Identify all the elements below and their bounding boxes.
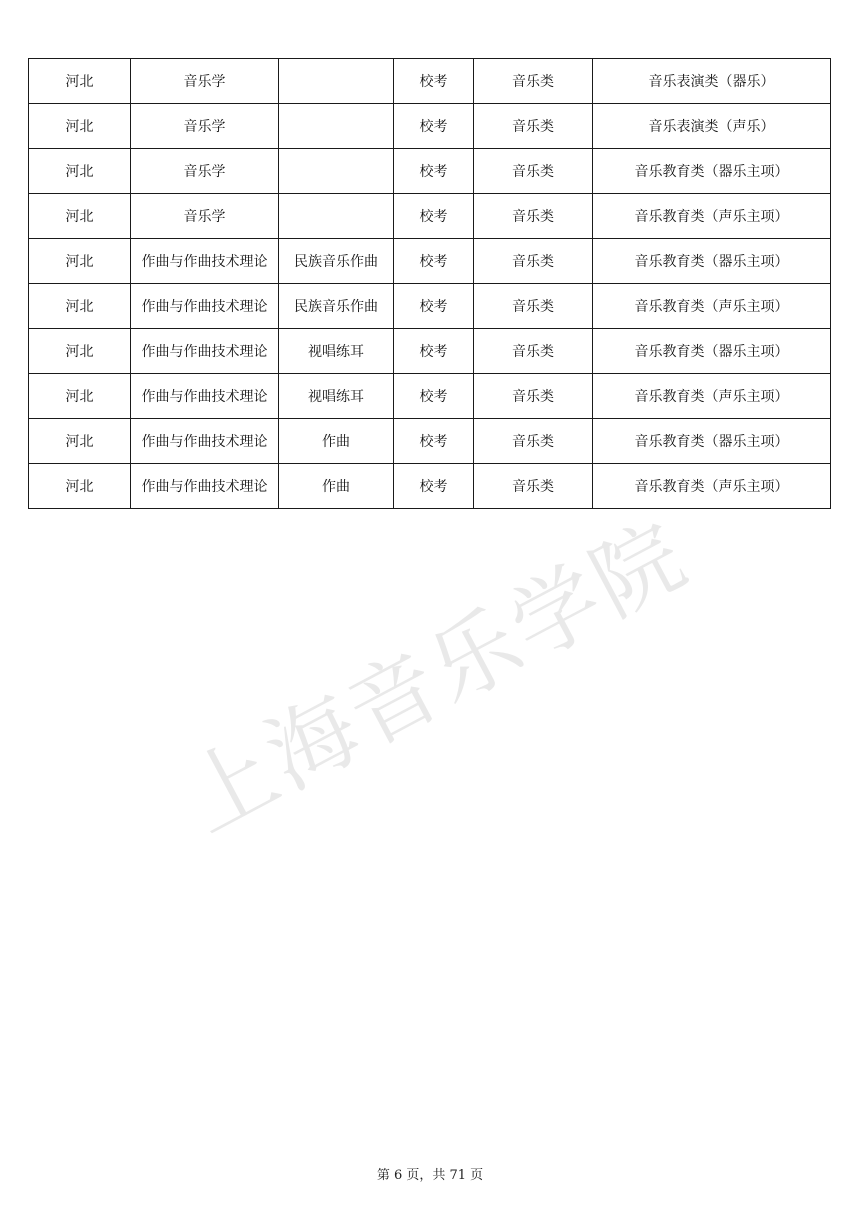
province-cell: 河北 (29, 59, 131, 104)
major-cell: 作曲与作曲技术理论 (131, 374, 279, 419)
subcategory-cell: 音乐教育类（声乐主项） (593, 194, 831, 239)
province-cell: 河北 (29, 284, 131, 329)
exam-type-cell: 校考 (394, 239, 474, 284)
province-cell: 河北 (29, 374, 131, 419)
category-cell: 音乐类 (474, 104, 593, 149)
direction-cell (279, 104, 394, 149)
subcategory-cell: 音乐教育类（器乐主项） (593, 329, 831, 374)
watermark-text: 上海音乐学院 (168, 501, 705, 852)
major-cell: 作曲与作曲技术理论 (131, 464, 279, 509)
direction-cell (279, 59, 394, 104)
exam-type-cell: 校考 (394, 194, 474, 239)
category-cell: 音乐类 (474, 59, 593, 104)
category-cell: 音乐类 (474, 374, 593, 419)
table-row (29, 284, 831, 329)
province-cell: 河北 (29, 419, 131, 464)
admissions-table (28, 58, 831, 509)
page-footer: 第 6 页，共 71 页 (376, 1168, 484, 1183)
major-cell: 音乐学 (131, 59, 279, 104)
major-cell: 音乐学 (131, 194, 279, 239)
major-cell: 作曲与作曲技术理论 (131, 239, 279, 284)
category-cell: 音乐类 (474, 239, 593, 284)
exam-type-cell: 校考 (394, 464, 474, 509)
subcategory-cell: 音乐表演类（声乐） (593, 104, 831, 149)
major-cell: 音乐学 (131, 104, 279, 149)
major-cell: 作曲与作曲技术理论 (131, 329, 279, 374)
direction-cell: 民族音乐作曲 (279, 239, 394, 284)
table-row (29, 194, 831, 239)
table-row (29, 464, 831, 509)
province-cell: 河北 (29, 464, 131, 509)
exam-type-cell: 校考 (394, 149, 474, 194)
category-cell: 音乐类 (474, 329, 593, 374)
table-row (29, 149, 831, 194)
exam-type-cell: 校考 (394, 59, 474, 104)
table-row (29, 374, 831, 419)
direction-cell: 作曲 (279, 419, 394, 464)
exam-type-cell: 校考 (394, 419, 474, 464)
subcategory-cell: 音乐表演类（器乐） (593, 59, 831, 104)
province-cell: 河北 (29, 329, 131, 374)
category-cell: 音乐类 (474, 149, 593, 194)
province-cell: 河北 (29, 194, 131, 239)
table-row (29, 329, 831, 374)
direction-cell (279, 194, 394, 239)
direction-cell: 民族音乐作曲 (279, 284, 394, 329)
subcategory-cell: 音乐教育类（器乐主项） (593, 239, 831, 284)
category-cell: 音乐类 (474, 419, 593, 464)
subcategory-cell: 音乐教育类（器乐主项） (593, 419, 831, 464)
direction-cell: 作曲 (279, 464, 394, 509)
major-cell: 音乐学 (131, 149, 279, 194)
subcategory-cell: 音乐教育类（声乐主项） (593, 374, 831, 419)
exam-type-cell: 校考 (394, 329, 474, 374)
direction-cell (279, 149, 394, 194)
category-cell: 音乐类 (474, 464, 593, 509)
subcategory-cell: 音乐教育类（声乐主项） (593, 464, 831, 509)
exam-type-cell: 校考 (394, 284, 474, 329)
category-cell: 音乐类 (474, 284, 593, 329)
table-row (29, 239, 831, 284)
subcategory-cell: 音乐教育类（器乐主项） (593, 149, 831, 194)
subcategory-cell: 音乐教育类（声乐主项） (593, 284, 831, 329)
exam-type-cell: 校考 (394, 104, 474, 149)
major-cell: 作曲与作曲技术理论 (131, 419, 279, 464)
direction-cell: 视唱练耳 (279, 329, 394, 374)
province-cell: 河北 (29, 149, 131, 194)
table-row (29, 59, 831, 104)
direction-cell: 视唱练耳 (279, 374, 394, 419)
category-cell: 音乐类 (474, 194, 593, 239)
province-cell: 河北 (29, 239, 131, 284)
table-row (29, 419, 831, 464)
table-row (29, 104, 831, 149)
major-cell: 作曲与作曲技术理论 (131, 284, 279, 329)
exam-type-cell: 校考 (394, 374, 474, 419)
province-cell: 河北 (29, 104, 131, 149)
